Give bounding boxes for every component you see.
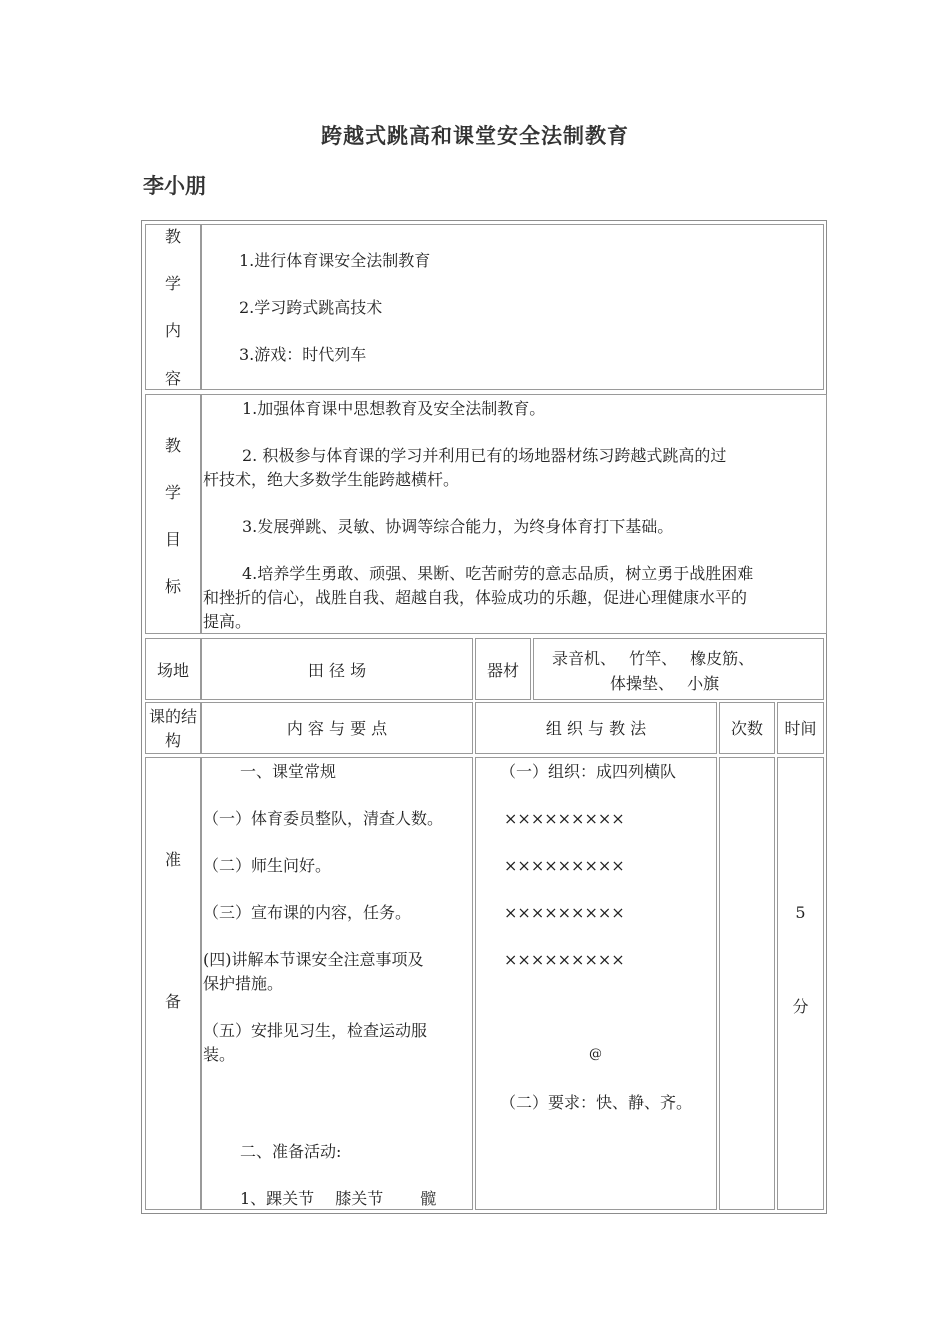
- prep-label-bottom: 备: [164, 992, 181, 1011]
- equipment-line-2: 体操垫、 小旗: [610, 674, 720, 693]
- goal-item-4-line3: 提高。: [203, 612, 252, 631]
- structure-header-line1: 课的结: [148, 707, 197, 726]
- prep-content-cell: [201, 757, 473, 1210]
- goals-label-char: 目: [164, 530, 181, 549]
- goal-item-2-line1: 2. 积极参与体育课的学习并利用已有的场地器材练习跨越式跳高的过: [242, 446, 727, 465]
- structure-header-line2: 构: [164, 731, 181, 750]
- equipment-line-1: 录音机、 竹竿、 橡皮筋、: [552, 649, 755, 668]
- goal-item-4-line1: 4.培养学生勇敢、顽强、果断、吃苦耐劳的意志品质，树立勇于战胜困难: [242, 564, 754, 583]
- goal-item-3: 3.发展弹跳、灵敏、协调等综合能力，为终身体育打下基础。: [242, 517, 674, 536]
- content-points-header: 内 容 与 要 点: [286, 719, 388, 738]
- goal-item-4-line2: 和挫折的信心，战胜自我、超越自我，体验成功的乐趣，促进心理健康水平的: [203, 588, 748, 607]
- goals-label-cell: [145, 394, 201, 634]
- content-item: 3.游戏：时代列车: [239, 345, 367, 364]
- prep-heading-1: 一、课堂常规: [240, 762, 337, 781]
- content-label-char: 教: [164, 227, 181, 246]
- goals-text-cell: [201, 394, 827, 634]
- count-header-cell: [719, 702, 775, 754]
- venue-label: 场地: [156, 661, 189, 680]
- prep-organization-cell: [475, 757, 717, 1210]
- content-item: 1.进行体育课安全法制教育: [239, 251, 431, 270]
- organization-header-cell: [475, 702, 717, 754]
- prep-time-unit: 分: [792, 997, 809, 1016]
- venue-value: 田 径 场: [307, 661, 367, 680]
- formation-row: ×××××××××: [504, 950, 625, 969]
- author-name: 李小朋: [143, 174, 206, 198]
- prep-item: （一）体育委员整队，清查人数。: [203, 809, 444, 828]
- document-title: 跨越式跳高和课堂安全法制教育: [321, 124, 629, 148]
- content-points-header-cell: [201, 702, 473, 754]
- structure-header-cell: [145, 702, 201, 754]
- time-header-cell: [777, 702, 824, 754]
- goal-item-2-line2: 杆技术，绝大多数学生能跨越横杆。: [203, 470, 460, 489]
- equipment-label: 器材: [486, 661, 519, 680]
- organization-header: 组 织 与 教 法: [545, 719, 647, 738]
- formation-row: ×××××××××: [504, 903, 625, 922]
- prep-item: （二）师生问好。: [203, 856, 332, 875]
- prep-item: 保护措施。: [203, 974, 284, 993]
- goals-label-char: 学: [164, 483, 181, 502]
- prep-item: 1、踝关节 膝关节 髋: [240, 1189, 437, 1208]
- prep-label-top: 准: [164, 850, 181, 869]
- organization-requirement: （二）要求：快、静、齐。: [500, 1093, 693, 1112]
- prep-item: 装。: [203, 1045, 236, 1064]
- count-header: 次数: [730, 719, 763, 738]
- teacher-position: @: [589, 1047, 602, 1062]
- goals-label-char: 教: [164, 436, 181, 455]
- prep-item: （五）安排见习生，检查运动服: [203, 1021, 428, 1040]
- venue-label-cell: [145, 638, 201, 700]
- prep-heading-2: 二、准备活动:: [240, 1142, 342, 1161]
- time-header: 时间: [784, 719, 817, 738]
- equipment-value-cell: [533, 638, 824, 700]
- goals-label-char: 标: [164, 577, 181, 596]
- content-label-char: 内: [164, 321, 181, 340]
- prep-label-cell: [145, 757, 201, 1210]
- goal-item-1: 1.加强体育课中思想教育及安全法制教育。: [242, 399, 546, 418]
- venue-value-cell: [201, 638, 473, 700]
- content-label-cell: [145, 224, 201, 390]
- formation-row: ×××××××××: [504, 809, 625, 828]
- content-item: 2.学习跨式跳高技术: [239, 298, 383, 317]
- formation-row: ×××××××××: [504, 856, 625, 875]
- prep-time-cell: [777, 757, 824, 1210]
- content-items-cell: [201, 224, 824, 390]
- prep-item: (四)讲解本节课安全注意事项及: [203, 950, 424, 969]
- prep-count-cell: [719, 757, 775, 1210]
- organization-formation: （一）组织：成四列横队: [500, 762, 677, 781]
- equipment-label-cell: [475, 638, 531, 700]
- content-label-char: 容: [164, 369, 181, 388]
- prep-time-value: 5: [795, 903, 806, 922]
- content-label-char: 学: [164, 274, 181, 293]
- prep-item: （三）宣布课的内容，任务。: [203, 903, 412, 922]
